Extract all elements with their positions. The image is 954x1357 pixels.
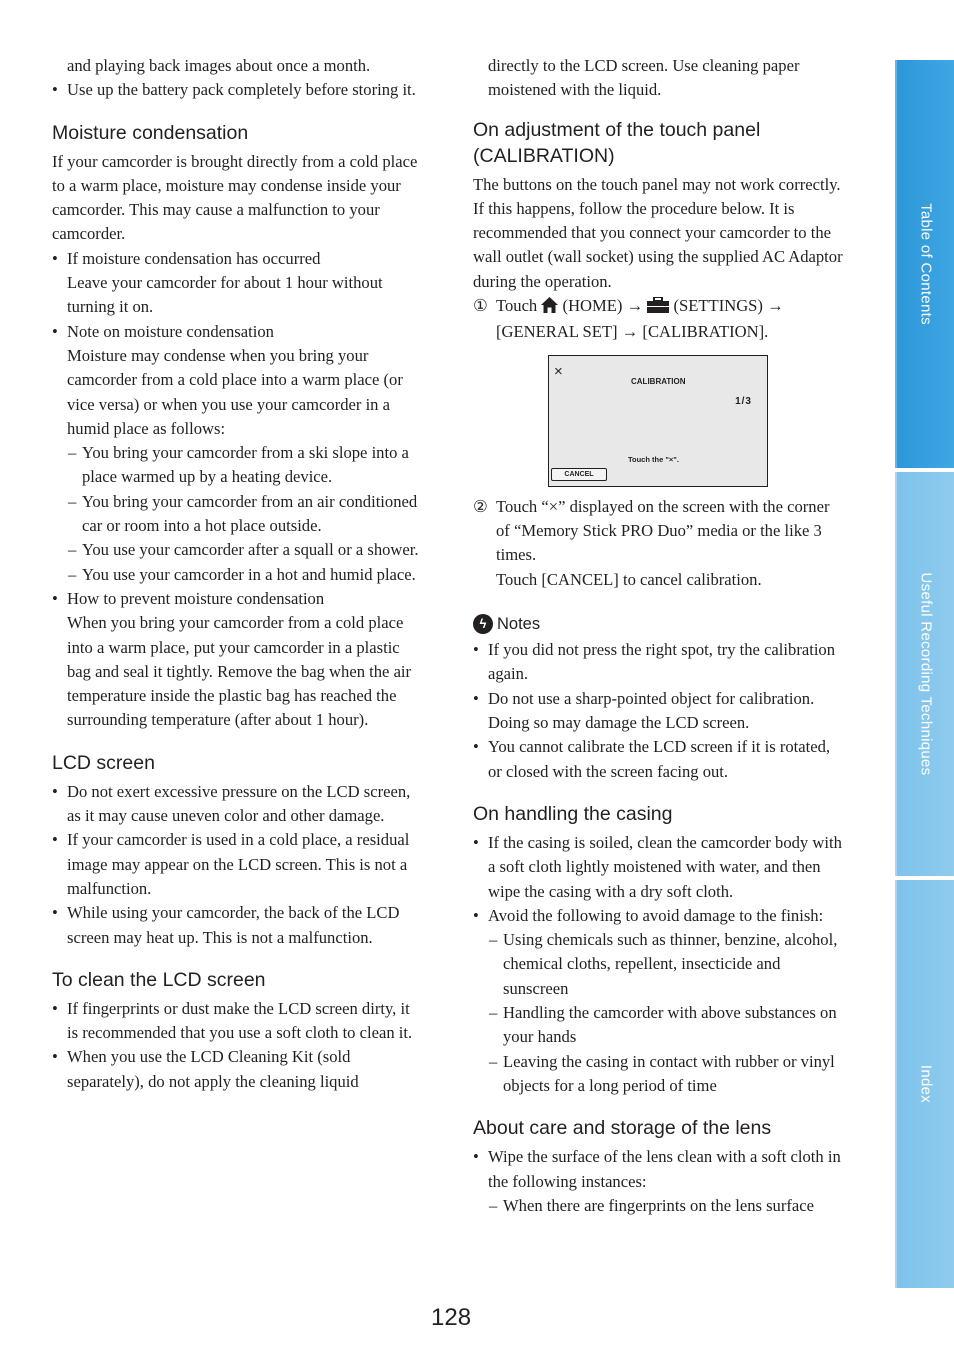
- intro-line: and playing back images about once a month.: [67, 56, 371, 75]
- step-1-settings: (SETTINGS): [673, 296, 763, 316]
- tab-table-of-contents-label: Table of Contents: [917, 203, 934, 325]
- lcd-bullet-1: • Do not exert excessive pressure on the LCD screen, as it may cause uneven color and other damage.: [52, 780, 424, 829]
- figure-touch-hint: Touch the "×".: [628, 454, 679, 464]
- lens-heading: About care and storage of the lens: [473, 1117, 772, 1140]
- notes-bullet-1: • If you did not press the right spot, try the calibration again.: [473, 638, 845, 687]
- moisture-bullet-prevent: • How to prevent moisture condensation: [52, 587, 424, 611]
- lcd-bullet-3: • While using your camcorder, the back of the LCD screen may heat up. This is not a malfunction.: [52, 901, 424, 950]
- notes-bullet-2: • Do not use a sharp-pointed object for calibration. Doing so may damage the LCD screen.: [473, 687, 845, 736]
- tab-index[interactable]: [895, 880, 954, 1288]
- lens-bullet-1: • Wipe the surface of the lens clean with a soft cloth in the following instances:: [473, 1145, 845, 1194]
- tab-table-of-contents[interactable]: [895, 60, 954, 468]
- notes-heading-label: Notes: [497, 614, 541, 633]
- step-1-arrow-1: →: [626, 296, 644, 316]
- step-1-calibration: [CALIBRATION].: [642, 322, 769, 342]
- moisture-dash-2: – You bring your camcorder from an air conditioned car or room into a hot place outside.: [52, 490, 424, 539]
- notes-bullet-3: • You cannot calibrate the LCD screen if it is rotated, or closed with the screen facing out.: [473, 735, 845, 784]
- lcd-heading: LCD screen: [52, 751, 155, 774]
- step-1-arrow-2: →: [767, 296, 784, 316]
- settings-toolbox-icon: [647, 296, 669, 320]
- clean-continued: directly to the LCD screen. Use cleaning paper moistened with the liquid.: [488, 56, 800, 100]
- casing-heading: On handling the casing: [473, 802, 673, 825]
- moisture-dash-3: – You use your camcorder after a squall or a shower.: [52, 538, 424, 562]
- tab-useful-recording-techniques-label: Useful Recording Techniques: [917, 572, 934, 776]
- moisture-bullet-occurred: • If moisture condensation has occurred: [52, 247, 424, 271]
- left-column: [52, 54, 424, 1094]
- lcd-bullet-2: • If your camcorder is used in a cold place, a residual image may appear on the LCD screen. This is not a malfunction.: [52, 828, 424, 901]
- step-2-text: Touch “×” displayed on the screen with the corner of “Memory Stick PRO Duo” media or the like 3 times.: [496, 496, 830, 565]
- clean-bullet-2: • When you use the LCD Cleaning Kit (sold separately), do not apply the cleaning liquid: [52, 1045, 424, 1094]
- step-1-arrow-3: →: [621, 322, 639, 342]
- home-icon: [541, 296, 558, 320]
- battery-bullet: • Use up the battery pack completely before storing it.: [52, 78, 424, 102]
- clean-heading: To clean the LCD screen: [52, 968, 266, 991]
- moisture-dash-4: – You use your camcorder in a hot and humid place.: [52, 563, 424, 587]
- moisture-bullet-note-text: Moisture may condense when you bring your camcorder from a cold place into a warm place (or vice versa) or when you use your camcorder in a humid place as follows:: [67, 345, 403, 438]
- calibration-paragraph: The buttons on the touch panel may not work correctly. If this happens, follow the procedure below. It is recommended that you connect your camcorder to the wall outlet (wall socket) using the supplied AC Adaptor during the operation.: [473, 174, 843, 291]
- step-2-number: ②: [473, 496, 488, 516]
- moisture-dash-1: – You bring your camcorder from a ski slope into a place warmed up by a heating device.: [52, 441, 424, 490]
- casing-dash-2: – Handling the camcorder with above substances on your hands: [473, 1001, 845, 1050]
- casing-dash-3: – Leaving the casing in contact with rubber or vinyl objects for a long period of time: [473, 1050, 845, 1099]
- casing-bullet-2: • Avoid the following to avoid damage to the finish:: [473, 904, 845, 928]
- lens-dash-1: – When there are fingerprints on the lens surface: [473, 1194, 845, 1218]
- tab-index-label: Index: [917, 1064, 934, 1104]
- page-number: 128: [431, 1304, 472, 1331]
- step-1-home: (HOME): [562, 296, 623, 316]
- step-1-general-set: [GENERAL SET]: [496, 322, 618, 342]
- calibration-step-1: [473, 294, 845, 345]
- figure-cancel-button: CANCEL: [551, 468, 607, 481]
- casing-dash-1: – Using chemicals such as thinner, benzine, alcohol, chemical cloths, repellent, insecticide and sunscreen: [473, 928, 845, 1001]
- tab-useful-recording-techniques[interactable]: [895, 472, 954, 876]
- right-column: [473, 54, 845, 1218]
- clean-bullet-1: • If fingerprints or dust make the LCD screen dirty, it is recommended that you use a soft cloth to clean it.: [52, 997, 424, 1046]
- notes-heading: [473, 612, 845, 636]
- moisture-heading: Moisture condensation: [52, 121, 249, 144]
- calibration-heading: On adjustment of the touch panel (CALIBRATION): [473, 118, 761, 167]
- moisture-bullet-note: • Note on moisture condensation: [52, 320, 424, 344]
- calibration-step-2: [473, 495, 845, 568]
- calibration-screen-figure: [548, 355, 768, 487]
- figure-page-counter: 1/3: [735, 395, 752, 407]
- close-icon: ×: [554, 362, 563, 380]
- step-1-number: ①: [473, 296, 488, 316]
- casing-bullet-1: • If the casing is soiled, clean the camcorder body with a soft cloth lightly moistened with water, and then wipe the casing with a dry soft cloth.: [473, 831, 845, 904]
- step-2-cancel-text: Touch [CANCEL] to cancel calibration.: [496, 569, 762, 589]
- step-1-touch: Touch: [496, 296, 538, 316]
- moisture-paragraph: If your camcorder is brought directly from a cold place to a warm place, moisture may condense inside your camcorder. This may cause a malfunction to your camcorder.: [52, 151, 418, 244]
- notes-warning-icon: ϟ: [473, 614, 493, 634]
- moisture-bullet-occurred-text: Leave your camcorder for about 1 hour without turning it on.: [67, 273, 383, 317]
- figure-title: CALIBRATION: [631, 376, 686, 386]
- moisture-bullet-prevent-text: When you bring your camcorder from a cold place into a warm place, put your camcorder in a plastic bag and seal it tightly. Remove the bag when the air temperature inside the plastic bag has reached the surrounding temperature (after about 1 hour).: [67, 613, 412, 730]
